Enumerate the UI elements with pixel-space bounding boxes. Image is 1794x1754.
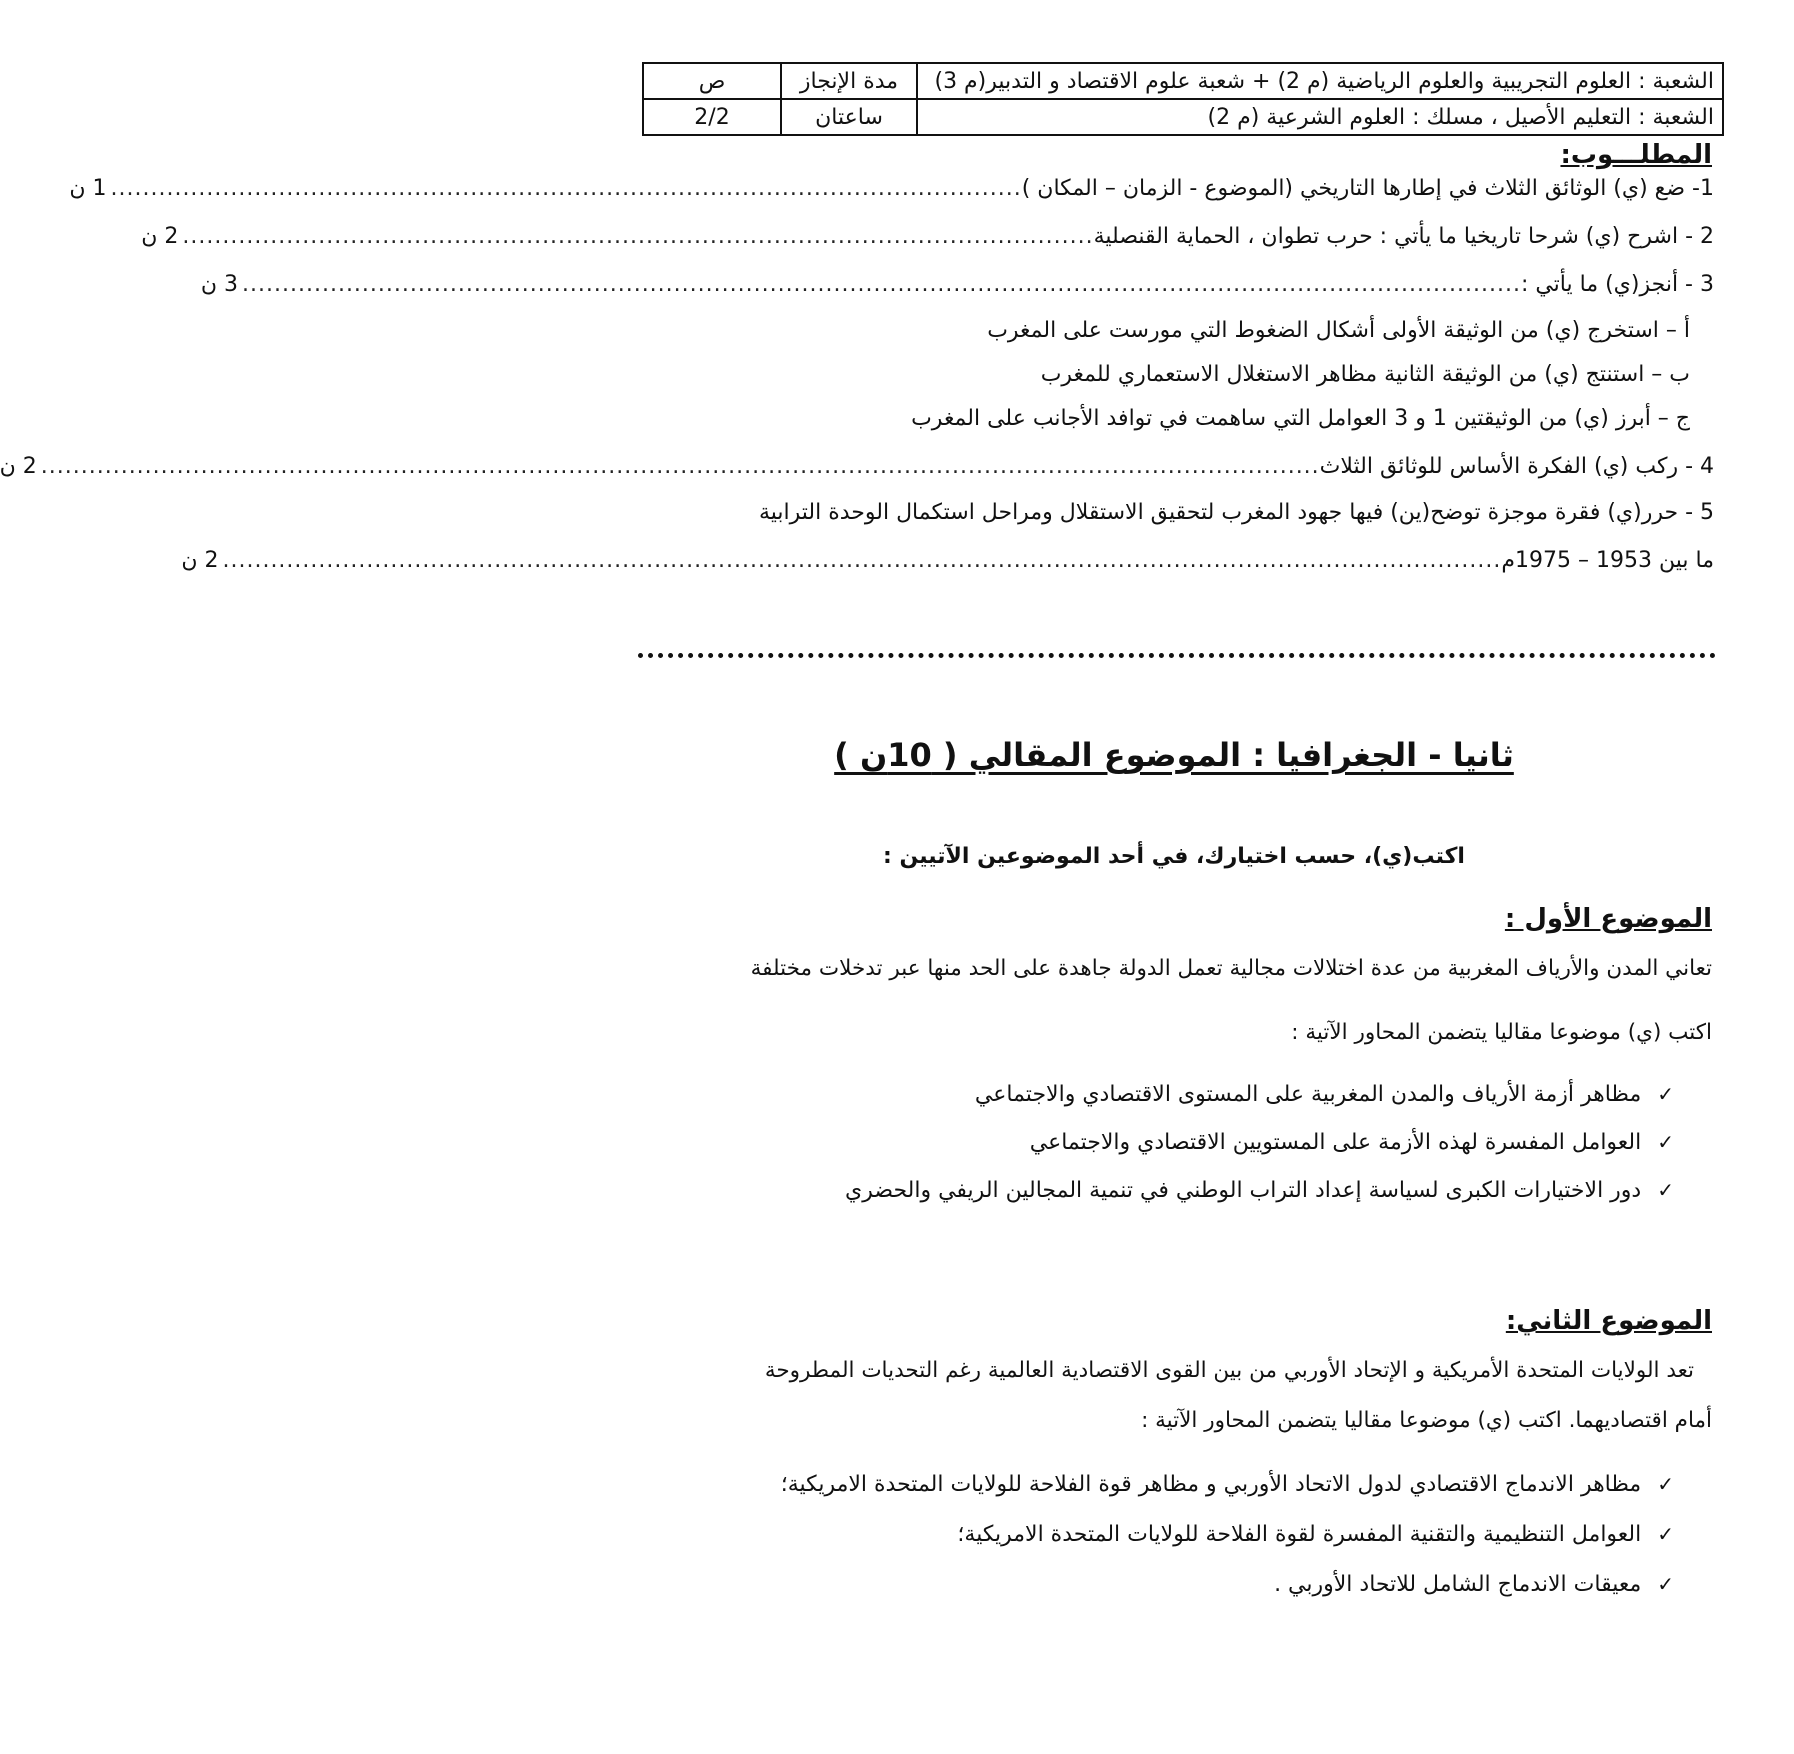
topic-1-heading: الموضوع الأول : xyxy=(1504,904,1712,934)
question-1-points: 1 ن xyxy=(69,176,107,201)
dot-leader: .................................................................................................................. xyxy=(110,176,1022,201)
topic-2-axis-text: العوامل التنظيمية والتقنية المفسرة لقوة الفلاحة للولايات المتحدة الامريكية؛ xyxy=(957,1522,1642,1547)
question-5-points: 2 ن xyxy=(181,548,219,573)
question-3 xyxy=(200,272,1714,297)
topic-2-statement-line-1: تعد الولايات المتحدة الأمريكية و الإتحاد الأوربي من بين القوى الاقتصادية العالمية رغم التحديات المطروحة xyxy=(764,1358,1694,1383)
question-4-text: 4 - ركب (ي) الفكرة الأساس للوثائق الثلاث xyxy=(1319,454,1714,479)
track-cell-1: الشعبة : العلوم التجريبية والعلوم الرياضية (م 2) + شعبة علوم الاقتصاد و التدبير(م 3) xyxy=(917,63,1723,99)
topic-2-axis-text: معيقات الاندماج الشامل للاتحاد الأوربي . xyxy=(1274,1572,1642,1597)
duration-label: مدة الإنجاز xyxy=(781,63,917,99)
checkmark-icon: ✓ xyxy=(1657,1572,1674,1596)
track-cell-2: الشعبة : التعليم الأصيل ، مسلك : العلوم الشرعية (م 2) xyxy=(917,99,1723,135)
topic-1-axis-text: دور الاختيارات الكبرى لسياسة إعداد التراب الوطني في تنمية المجالين الريفي والحضري xyxy=(845,1178,1642,1203)
section-divider xyxy=(638,653,1716,658)
required-title: المطلـــوب: xyxy=(1560,140,1712,170)
geography-title xyxy=(554,736,1794,774)
topic-1-axis-text: العوامل المفسرة لهذه الأزمة على المستويين الاقتصادي والاجتماعي xyxy=(1029,1130,1642,1155)
checkmark-icon: ✓ xyxy=(1657,1082,1674,1106)
dot-leader: ................................................................................................................................................................ xyxy=(222,548,1502,573)
dot-leader: ................................................................................................................................................................ xyxy=(40,454,1320,479)
page-number: 2/2 xyxy=(643,99,781,135)
dot-leader: ................................................................................................................................................................ xyxy=(242,272,1521,297)
exam-header-table xyxy=(642,62,1724,136)
topic-1-axis xyxy=(1030,1130,1674,1155)
topic-2-axis xyxy=(1274,1572,1674,1597)
topic-1-axis-text: مظاهر أزمة الأرياف والمدن المغربية على المستوى الاقتصادي والاجتماعي xyxy=(974,1082,1642,1107)
question-3-b: ب – استنتج (ي) من الوثيقة الثانية مظاهر الاستغلال الاستعماري للمغرب xyxy=(1040,362,1690,387)
topic-2-heading: الموضوع الثاني: xyxy=(1505,1306,1712,1336)
dot-leader: .................................................................................................................. xyxy=(182,224,1094,249)
topic-2-axis-text: مظاهر الاندماج الاقتصادي لدول الاتحاد الأوربي و مظاهر قوة الفلاحة للولايات المتحدة الامريكية؛ xyxy=(780,1472,1642,1497)
question-5-line-1: 5 - حرر(ي) فقرة موجزة توضح(ين) فيها جهود المغرب لتحقيق الاستقلال ومراحل استكمال الوحدة الترابية xyxy=(758,500,1714,525)
topic-1-instruction: اكتب (ي) موضوعا مقاليا يتضمن المحاور الآتية : xyxy=(1291,1020,1712,1045)
checkmark-icon: ✓ xyxy=(1657,1178,1674,1202)
topic-1-statement: تعاني المدن والأرياف المغربية من عدة اختلالات مجالية تعمل الدولة جاهدة على الحد منها عبر تدخلات مختلفة xyxy=(750,956,1712,981)
geography-title-text: ثانيا - الجغرافيا : الموضوع المقالي ( 10ن ) xyxy=(834,736,1514,774)
topic-2-axis xyxy=(957,1522,1674,1547)
checkmark-icon: ✓ xyxy=(1657,1130,1674,1154)
topic-2-axis xyxy=(781,1472,1674,1497)
header-row-1 xyxy=(643,63,1723,99)
question-3-text: 3 - أنجز(ي) ما يأتي : xyxy=(1520,272,1714,297)
question-2-text: 2 - اشرح (ي) شرحا تاريخيا ما يأتي : حرب تطوان ، الحماية القنصلية xyxy=(1093,224,1714,249)
question-5-text: ما بين 1953 – 1975م xyxy=(1501,548,1714,573)
duration-value: ساعتان xyxy=(781,99,917,135)
question-2-points: 2 ن xyxy=(141,224,179,249)
page-label: ص xyxy=(643,63,781,99)
question-3-a: أ – استخرج (ي) من الوثيقة الأولى أشكال الضغوط التي مورست على المغرب xyxy=(987,318,1690,343)
question-1 xyxy=(69,176,1714,201)
question-1-text: 1- ضع (ي) الوثائق الثلاث في إطارها التاريخي (الموضوع - الزمان – المكان ) xyxy=(1021,176,1714,201)
question-5-line-2 xyxy=(181,548,1714,573)
question-4 xyxy=(0,454,1714,479)
topic-1-axis xyxy=(845,1178,1674,1203)
checkmark-icon: ✓ xyxy=(1657,1522,1674,1546)
geography-intro: اكتب(ي)، حسب اختيارك، في أحد الموضوعين الآتيين : xyxy=(883,844,1465,869)
topic-2-statement-line-2: أمام اقتصاديهما. اكتب (ي) موضوعا مقاليا يتضمن المحاور الآتية : xyxy=(1141,1408,1712,1433)
checkmark-icon: ✓ xyxy=(1657,1472,1674,1496)
question-3-points: 3 ن xyxy=(200,272,239,297)
topic-1-axis xyxy=(975,1082,1674,1107)
question-2 xyxy=(141,224,1714,249)
question-3-c: ج – أبرز (ي) من الوثيقتين 1 و 3 العوامل التي ساهمت في توافد الأجانب على المغرب xyxy=(911,406,1690,431)
question-4-points: 2 ن xyxy=(0,454,37,479)
header-row-2 xyxy=(643,99,1723,135)
